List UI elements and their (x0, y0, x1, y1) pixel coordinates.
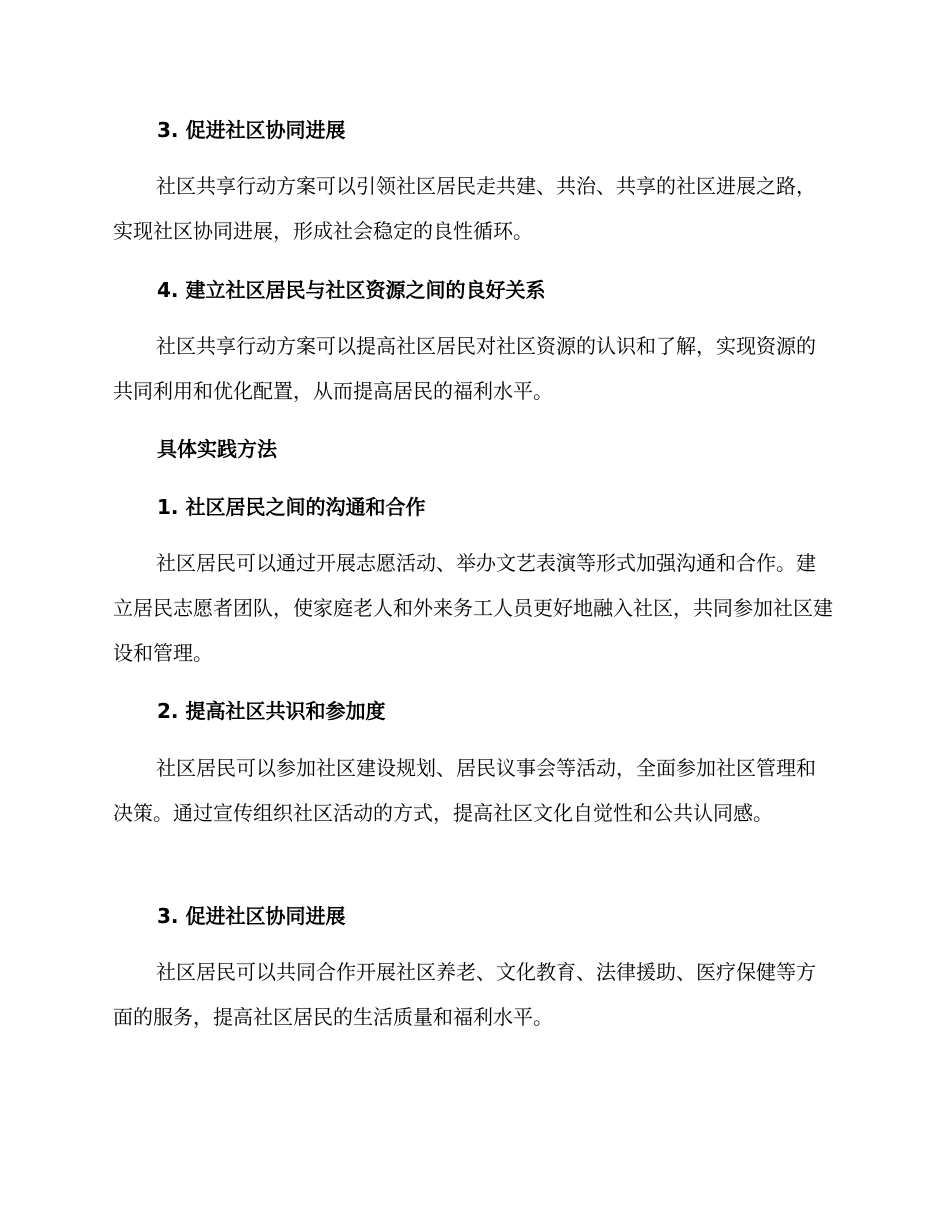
section-heading: 2. 提高社区共识和参加度 (157, 699, 386, 723)
section-heading: 3. 促进社区协同进展 (157, 118, 346, 142)
body-paragraph: 社区居民可以通过开展志愿活动、举办文艺表演等形式加强沟通和合作。建立居民志愿者团队，使家庭老人和外来务工人员更好地融入社区，共同参加社区建设和管理。 (113, 551, 833, 665)
section-heading: 1. 社区居民之间的沟通和合作 (157, 495, 426, 519)
body-paragraph: 社区居民可以共同合作开展社区养老、文化教育、法律援助、医疗保健等方面的服务，提高社区居民的生活质量和福利水平。 (113, 960, 816, 1029)
section-heading: 3. 促进社区协同进展 (157, 904, 346, 928)
body-paragraph: 社区居民可以参加社区建设规划、居民议事会等活动，全面参加社区管理和决策。通过宣传组织社区活动的方式，提高社区文化自觉性和公共认同感。 (113, 756, 816, 825)
body-paragraph: 社区共享行动方案可以引领社区居民走共建、共治、共享的社区进展之路，实现社区协同进展，形成社会稳定的良性循环。 (113, 174, 816, 243)
section-heading: 4. 建立社区居民与社区资源之间的良好关系 (157, 278, 546, 302)
section-heading: 具体实践方法 (157, 437, 277, 461)
body-paragraph: 社区共享行动方案可以提高社区居民对社区资源的认识和了解，实现资源的共同利用和优化配置，从而提高居民的福利水平。 (113, 334, 816, 403)
